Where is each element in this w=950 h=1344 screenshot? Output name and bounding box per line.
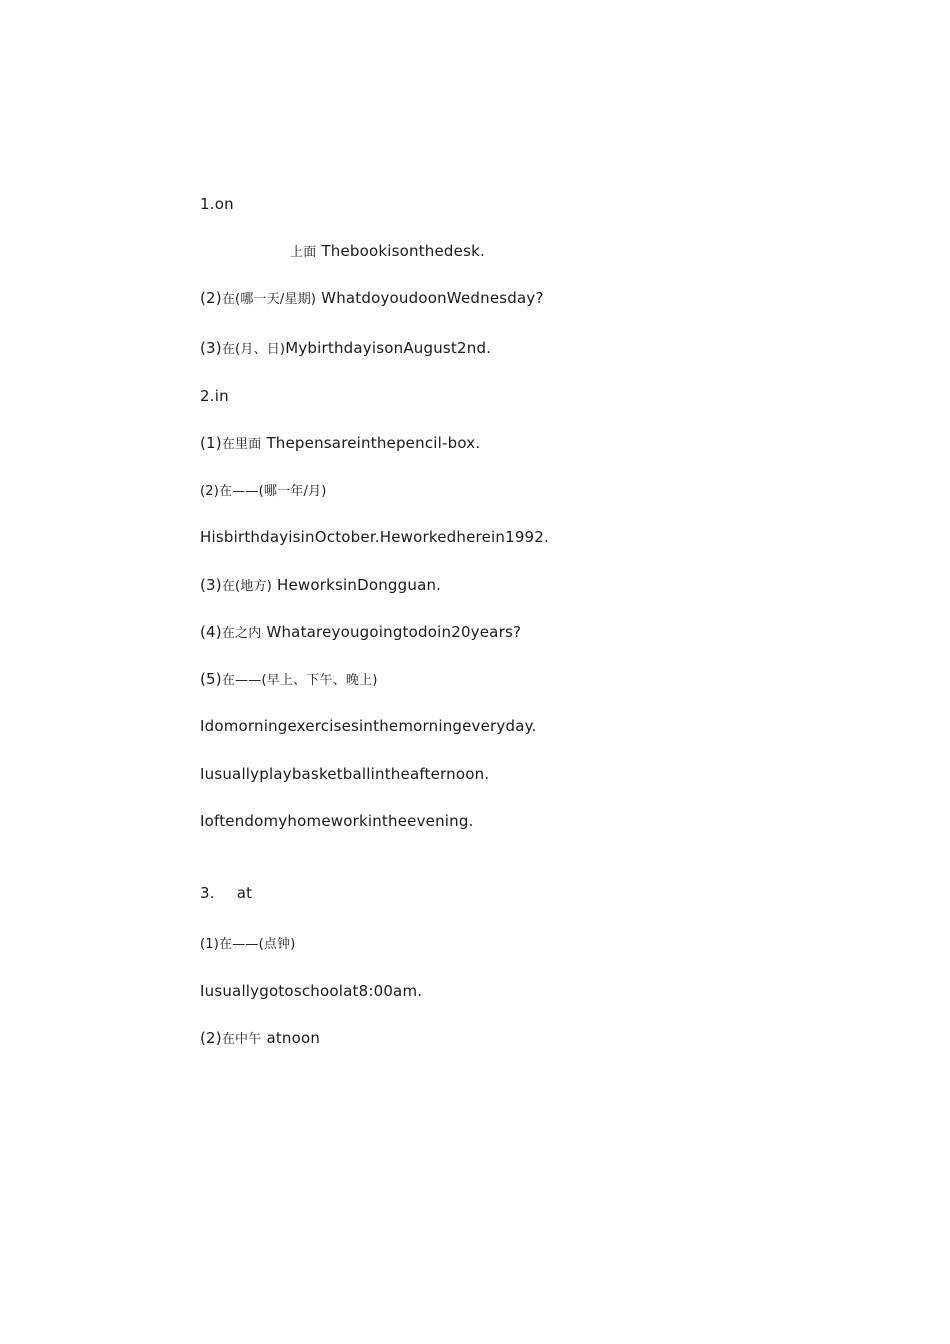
- line-in-2-example: HisbirthdayisinOctober.Heworkedherein1992.: [200, 528, 550, 546]
- line-in-5-example-1: Idomorningexercisesinthemorningeveryday.: [200, 717, 537, 735]
- line-in-5: (5)在——(早上、下午、晚上): [200, 670, 378, 688]
- heading-at: 3. at: [200, 884, 253, 902]
- line-in-4: (4)在之内 Whatareyougoingtodoin20years?: [200, 623, 522, 641]
- line-in-1: (1)在里面 Thepensareinthepencil-box.: [200, 434, 481, 452]
- line-in-5-example-3: Ioftendomyhomeworkintheevening.: [200, 812, 474, 830]
- heading-on: 1.on: [200, 195, 234, 213]
- line-in-5-example-2: Iusuallyplaybasketballintheafternoon.: [200, 765, 490, 783]
- line-on-3: (3)在(月、日)MybirthdayisonAugust2nd.: [200, 339, 492, 357]
- heading-in: 2.in: [200, 387, 229, 405]
- line-on-1: 上面 Thebookisonthedesk.: [290, 242, 485, 260]
- line-at-2: (2)在中午 atnoon: [200, 1029, 321, 1047]
- line-in-3: (3)在(地方) HeworksinDongguan.: [200, 576, 442, 594]
- line-in-2: (2)在——(哪一年/月): [200, 484, 327, 499]
- line-at-1-example: Iusuallygotoschoolat8:00am.: [200, 982, 423, 1000]
- line-on-2: (2)在(哪一天/星期) WhatdoyoudoonWednesday?: [200, 289, 544, 307]
- line-at-1: (1)在——(点钟): [200, 937, 296, 952]
